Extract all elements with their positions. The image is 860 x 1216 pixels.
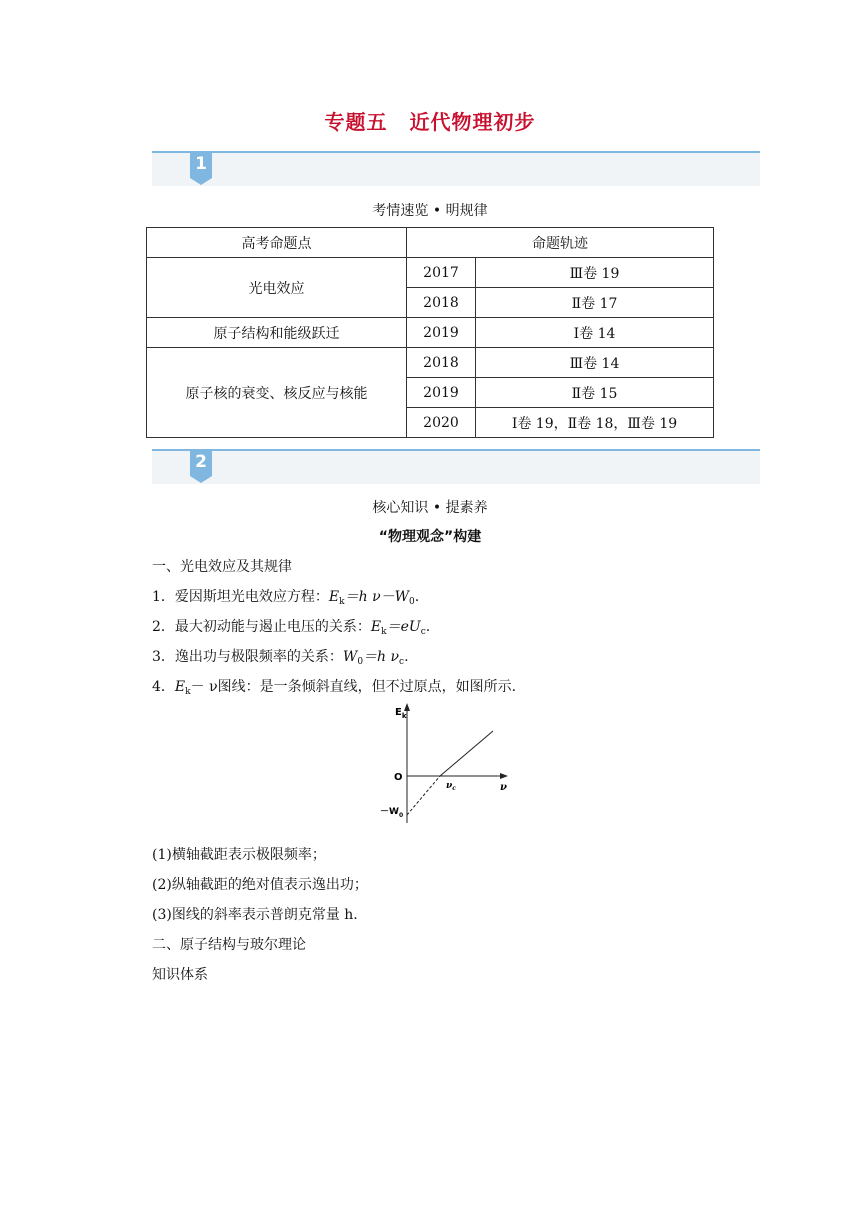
item-3: 3．逸出功与极限频率的关系：$W_0=h$ $\nu_c$. (152, 649, 409, 667)
part2-heading: 二、原子结构与玻尔理论 (152, 937, 306, 953)
table-track: Ⅰ卷 14 (476, 318, 714, 348)
table-topic: 原子核的衰变、核反应与核能 (147, 348, 407, 438)
table-topic: 原子结构和能级跃迁 (147, 318, 407, 348)
section-heading-2: 核心知识 • 提素养 (372, 500, 488, 516)
exam-table (146, 227, 714, 438)
table-year: 2019 (407, 378, 476, 408)
page-title (0, 106, 860, 135)
table-year: 2018 (407, 288, 476, 318)
subheading: “物理观念”构建 (378, 529, 482, 545)
intercept-y-label: $-W_0$ (380, 807, 404, 819)
item-2: 2．最大初动能与遏止电压的关系：$E_k=eU_c$. (152, 619, 431, 637)
table-track: Ⅲ卷 14 (476, 348, 714, 378)
item-1: 1．爱因斯坦光电效应方程：$E_k=h$ $\nu-W_0$. (152, 589, 420, 607)
y-axis-arrow (404, 703, 410, 711)
section-line-1 (152, 151, 760, 153)
part2-sub: 知识体系 (152, 967, 208, 983)
section-heading-1: 考情速览 • 明规律 (372, 203, 488, 219)
section-band-1 (152, 152, 760, 186)
table-track: Ⅲ卷 19 (476, 258, 714, 288)
title-part-2: 近代物理初步 (409, 110, 536, 134)
table-header-topic: 高考命题点 (147, 228, 407, 258)
part1-heading: 一、光电效应及其规律 (152, 559, 292, 575)
section-badge-1: 1 (190, 152, 212, 178)
table-year: 2019 (407, 318, 476, 348)
dashed-extension (407, 776, 440, 815)
note-1: (1)横轴截距表示极限频率； (152, 847, 326, 863)
table-track: Ⅱ卷 17 (476, 288, 714, 318)
table-track: Ⅱ卷 15 (476, 378, 714, 408)
section-badge-2-tip (190, 476, 212, 483)
ek-line (440, 731, 493, 776)
title-part-1: 专题五 (324, 110, 388, 134)
note-2: (2)纵轴截距的绝对值表示逸出功； (152, 877, 368, 893)
item-4: 4．$E_k- \nu$图线：是一条倾斜直线，但不过原点，如图所示. (152, 679, 517, 697)
table-year: 2018 (407, 348, 476, 378)
y-label: $E_k$ (395, 707, 407, 720)
table-year: 2017 (407, 258, 476, 288)
x-axis-arrow (500, 773, 508, 779)
section-band-2 (152, 450, 760, 484)
origin-label: O (394, 772, 403, 783)
table-header-track: 命题轨迹 (407, 228, 714, 258)
table-topic: 光电效应 (147, 258, 407, 318)
ek-nu-graph (370, 698, 520, 828)
table-track: Ⅰ卷 19，Ⅱ卷 18，Ⅲ卷 19 (476, 408, 714, 438)
note-3: (3)图线的斜率表示普朗克常量 h. (152, 907, 358, 923)
section-badge-2: 2 (190, 450, 212, 476)
section-line-2 (152, 449, 760, 451)
intercept-x-label: $\nu_c$ (446, 781, 456, 792)
table-year: 2020 (407, 408, 476, 438)
x-label: ν (500, 782, 507, 793)
section-badge-1-tip (190, 178, 212, 185)
